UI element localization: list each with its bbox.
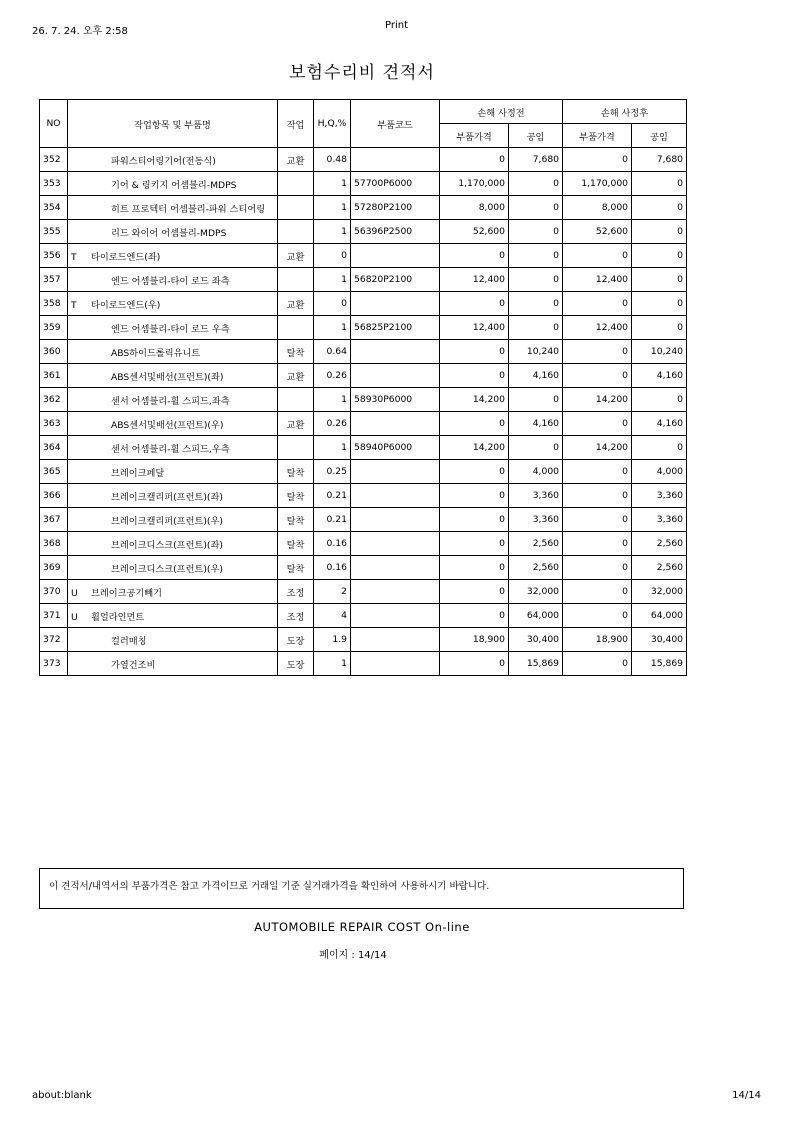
row-after-part-price: 14,200 xyxy=(563,388,632,412)
row-after-labor: 0 xyxy=(632,268,687,292)
row-before-labor: 0 xyxy=(509,436,563,460)
row-work xyxy=(278,316,314,340)
row-after-part-price: 0 xyxy=(563,460,632,484)
row-after-labor: 0 xyxy=(632,388,687,412)
row-item-name: 히트 프로텍터 어셈블리-파워 스티어링 xyxy=(111,203,266,215)
row-no: 361 xyxy=(40,364,68,388)
row-before-labor: 32,000 xyxy=(509,580,563,604)
row-item xyxy=(68,652,278,676)
row-item xyxy=(68,388,278,412)
row-part-code: 57280P2100 xyxy=(351,196,440,220)
row-part-code: 56825P2100 xyxy=(351,316,440,340)
row-item xyxy=(68,628,278,652)
row-after-labor: 0 xyxy=(632,436,687,460)
row-before-part-price: 0 xyxy=(440,508,509,532)
price-notice: 이 견적서/내역서의 부품가격은 참고 가격이므로 거래일 기준 실거래가격을 확인하여 사용하시기 바랍니다. xyxy=(39,868,684,909)
row-before-labor: 4,160 xyxy=(509,364,563,388)
row-hq: 0.16 xyxy=(314,532,351,556)
row-work: 교환 xyxy=(278,292,314,316)
row-work: 조정 xyxy=(278,604,314,628)
row-item-name: 파워스티어링기어(전동식) xyxy=(111,155,216,167)
row-no: 364 xyxy=(40,436,68,460)
table-row xyxy=(40,508,687,532)
row-before-part-price: 52,600 xyxy=(440,220,509,244)
row-part-code xyxy=(351,292,440,316)
row-item xyxy=(68,532,278,556)
row-work xyxy=(278,196,314,220)
row-before-part-price: 0 xyxy=(440,604,509,628)
row-item xyxy=(68,460,278,484)
row-after-labor: 0 xyxy=(632,292,687,316)
row-before-part-price: 0 xyxy=(440,532,509,556)
row-hq: 0.26 xyxy=(314,412,351,436)
row-part-code xyxy=(351,148,440,172)
row-part-code xyxy=(351,244,440,268)
row-before-labor: 7,680 xyxy=(509,148,563,172)
print-url: about:blank xyxy=(32,1090,92,1101)
table-row xyxy=(40,580,687,604)
row-work xyxy=(278,436,314,460)
row-before-part-price: 0 xyxy=(440,460,509,484)
row-hq: 1 xyxy=(314,316,351,340)
row-before-labor: 3,360 xyxy=(509,508,563,532)
print-timestamp: 26. 7. 24. 오후 2:58 xyxy=(32,26,128,37)
row-before-labor: 4,160 xyxy=(509,412,563,436)
row-after-labor: 3,360 xyxy=(632,484,687,508)
row-after-part-price: 0 xyxy=(563,580,632,604)
row-item xyxy=(68,556,278,580)
row-item xyxy=(68,508,278,532)
row-part-code: 56396P2500 xyxy=(351,220,440,244)
row-item-name: 브레이크캘리퍼(프런트)(우) xyxy=(111,515,223,527)
row-before-part-price: 14,200 xyxy=(440,436,509,460)
row-before-labor: 0 xyxy=(509,268,563,292)
row-after-part-price: 0 xyxy=(563,244,632,268)
row-item-name: 센서 어셈블리-휠 스피드,우측 xyxy=(111,443,230,455)
table-row xyxy=(40,292,687,316)
row-no: 373 xyxy=(40,652,68,676)
row-before-labor: 0 xyxy=(509,388,563,412)
row-no: 355 xyxy=(40,220,68,244)
row-after-part-price: 0 xyxy=(563,652,632,676)
row-no: 362 xyxy=(40,388,68,412)
row-item xyxy=(68,580,278,604)
row-hq: 0.26 xyxy=(314,364,351,388)
row-hq: 1 xyxy=(314,388,351,412)
table-row xyxy=(40,460,687,484)
row-part-code xyxy=(351,532,440,556)
document-title: 보험수리비 견적서 xyxy=(289,63,435,83)
row-after-part-price: 0 xyxy=(563,292,632,316)
row-work: 조정 xyxy=(278,580,314,604)
row-work xyxy=(278,172,314,196)
table-row xyxy=(40,220,687,244)
row-before-labor: 0 xyxy=(509,220,563,244)
row-item-name: 브레이크페달 xyxy=(111,467,165,479)
table-row xyxy=(40,316,687,340)
row-item xyxy=(68,172,278,196)
row-before-part-price: 0 xyxy=(440,364,509,388)
row-before-labor: 0 xyxy=(509,244,563,268)
row-item-name: 브레이크캘리퍼(프런트)(좌) xyxy=(111,491,223,503)
table-row xyxy=(40,436,687,460)
row-before-part-price: 0 xyxy=(440,244,509,268)
row-item-name: 기어 & 링키지 어셈블리-MDPS xyxy=(111,179,237,191)
row-hq: 0 xyxy=(314,292,351,316)
row-after-labor: 0 xyxy=(632,196,687,220)
footer-page-number: 페이지 : 14/14 xyxy=(319,950,387,961)
row-item-prefix: T xyxy=(71,251,77,263)
row-no: 371 xyxy=(40,604,68,628)
row-item-name: 컬러매칭 xyxy=(111,635,147,647)
row-hq: 0.25 xyxy=(314,460,351,484)
row-item xyxy=(68,292,278,316)
row-item-name: 엔드 어셈블리-타이 로드 우측 xyxy=(111,323,230,335)
row-hq: 0.64 xyxy=(314,340,351,364)
row-before-labor: 0 xyxy=(509,172,563,196)
row-work: 탈착 xyxy=(278,484,314,508)
row-item-name: 가열건조비 xyxy=(111,659,156,671)
row-no: 370 xyxy=(40,580,68,604)
row-after-labor: 30,400 xyxy=(632,628,687,652)
row-part-code xyxy=(351,340,440,364)
footer-title: AUTOMOBILE REPAIR COST On-line xyxy=(254,920,470,934)
row-hq: 1 xyxy=(314,196,351,220)
row-before-labor: 2,560 xyxy=(509,532,563,556)
row-before-labor: 30,400 xyxy=(509,628,563,652)
estimate-rows xyxy=(40,148,687,676)
row-work: 교환 xyxy=(278,364,314,388)
row-before-labor: 15,869 xyxy=(509,652,563,676)
row-after-labor: 4,000 xyxy=(632,460,687,484)
row-part-code: 58930P6000 xyxy=(351,388,440,412)
row-item xyxy=(68,268,278,292)
row-before-part-price: 12,400 xyxy=(440,316,509,340)
row-hq: 0.21 xyxy=(314,484,351,508)
row-before-part-price: 0 xyxy=(440,484,509,508)
header-no: NO xyxy=(40,100,68,148)
row-no: 357 xyxy=(40,268,68,292)
table-row xyxy=(40,484,687,508)
table-row xyxy=(40,172,687,196)
row-item-name: 브레이크공기빼기 xyxy=(91,587,163,599)
row-part-code xyxy=(351,580,440,604)
row-item xyxy=(68,148,278,172)
row-after-part-price: 0 xyxy=(563,508,632,532)
row-part-code xyxy=(351,484,440,508)
row-before-part-price: 0 xyxy=(440,292,509,316)
row-before-part-price: 0 xyxy=(440,148,509,172)
row-after-labor: 0 xyxy=(632,244,687,268)
row-after-part-price: 1,170,000 xyxy=(563,172,632,196)
row-part-code xyxy=(351,364,440,388)
row-after-labor: 10,240 xyxy=(632,340,687,364)
row-after-labor: 0 xyxy=(632,316,687,340)
row-work: 탈착 xyxy=(278,508,314,532)
row-item-name: 브레이크디스크(프런트)(좌) xyxy=(111,539,223,551)
row-item xyxy=(68,484,278,508)
row-no: 365 xyxy=(40,460,68,484)
row-hq: 0.16 xyxy=(314,556,351,580)
row-item xyxy=(68,316,278,340)
row-item xyxy=(68,244,278,268)
row-after-labor: 64,000 xyxy=(632,604,687,628)
row-after-labor: 2,560 xyxy=(632,556,687,580)
row-after-labor: 7,680 xyxy=(632,148,687,172)
row-before-part-price: 0 xyxy=(440,556,509,580)
row-after-part-price: 0 xyxy=(563,484,632,508)
row-part-code xyxy=(351,412,440,436)
row-after-part-price: 0 xyxy=(563,148,632,172)
row-item xyxy=(68,196,278,220)
row-no: 363 xyxy=(40,412,68,436)
row-before-labor: 0 xyxy=(509,316,563,340)
row-before-part-price: 0 xyxy=(440,580,509,604)
row-item-name: ABS센서및배선(프런트)(우) xyxy=(111,419,224,431)
row-hq: 1 xyxy=(314,220,351,244)
row-work xyxy=(278,220,314,244)
row-item-name: 리드 와이어 어셈블리-MDPS xyxy=(111,227,227,239)
row-item xyxy=(68,340,278,364)
table-row xyxy=(40,604,687,628)
row-before-labor: 4,000 xyxy=(509,460,563,484)
row-before-labor: 2,560 xyxy=(509,556,563,580)
row-hq: 0 xyxy=(314,244,351,268)
row-work: 탈착 xyxy=(278,340,314,364)
row-no: 368 xyxy=(40,532,68,556)
header-work: 작업 xyxy=(278,100,314,148)
row-before-part-price: 1,170,000 xyxy=(440,172,509,196)
print-title: Print xyxy=(384,20,408,31)
row-work: 탈착 xyxy=(278,556,314,580)
row-part-code xyxy=(351,652,440,676)
header-before-adjustment: 손해 사정전 xyxy=(440,100,563,124)
header-item: 작업항목 및 부품명 xyxy=(68,100,278,148)
row-hq: 4 xyxy=(314,604,351,628)
row-hq: 1 xyxy=(314,436,351,460)
row-before-part-price: 0 xyxy=(440,652,509,676)
row-item-name: 엔드 어셈블리-타이 로드 좌측 xyxy=(111,275,230,287)
row-no: 353 xyxy=(40,172,68,196)
row-hq: 2 xyxy=(314,580,351,604)
header-after-adjustment: 손해 사정후 xyxy=(563,100,687,124)
row-item-prefix: T xyxy=(71,299,77,311)
row-item xyxy=(68,220,278,244)
row-item xyxy=(68,364,278,388)
row-item-name: 브레이크디스크(프런트)(우) xyxy=(111,563,223,575)
row-after-labor: 4,160 xyxy=(632,364,687,388)
row-work: 탈착 xyxy=(278,460,314,484)
row-item xyxy=(68,436,278,460)
row-work: 교환 xyxy=(278,148,314,172)
row-part-code xyxy=(351,628,440,652)
row-after-part-price: 18,900 xyxy=(563,628,632,652)
row-hq: 1.9 xyxy=(314,628,351,652)
row-work xyxy=(278,388,314,412)
row-work: 도장 xyxy=(278,628,314,652)
row-after-labor: 0 xyxy=(632,220,687,244)
table-row xyxy=(40,340,687,364)
estimate-table xyxy=(39,99,687,676)
table-row xyxy=(40,364,687,388)
row-after-part-price: 0 xyxy=(563,340,632,364)
header-after-part-price: 부품가격 xyxy=(563,124,632,148)
row-after-part-price: 0 xyxy=(563,556,632,580)
row-no: 359 xyxy=(40,316,68,340)
row-before-part-price: 14,200 xyxy=(440,388,509,412)
row-item xyxy=(68,412,278,436)
row-hq: 1 xyxy=(314,172,351,196)
table-row xyxy=(40,412,687,436)
row-before-part-price: 12,400 xyxy=(440,268,509,292)
header-before-labor: 공임 xyxy=(509,124,563,148)
table-row xyxy=(40,556,687,580)
row-no: 369 xyxy=(40,556,68,580)
row-after-part-price: 12,400 xyxy=(563,316,632,340)
row-before-part-price: 8,000 xyxy=(440,196,509,220)
row-part-code xyxy=(351,604,440,628)
row-item-name: 휠얼라인먼트 xyxy=(91,611,145,623)
row-item-name: 타이로드엔드(우) xyxy=(91,299,161,311)
row-no: 354 xyxy=(40,196,68,220)
row-item-name: ABS센서및배선(프런트)(좌) xyxy=(111,371,224,383)
row-hq: 0.48 xyxy=(314,148,351,172)
row-item-name: ABS하이드롤릭유니트 xyxy=(111,347,201,359)
row-after-labor: 4,160 xyxy=(632,412,687,436)
row-hq: 1 xyxy=(314,268,351,292)
row-after-part-price: 0 xyxy=(563,604,632,628)
row-part-code: 58940P6000 xyxy=(351,436,440,460)
row-no: 358 xyxy=(40,292,68,316)
header-before-part-price: 부품가격 xyxy=(440,124,509,148)
table-row xyxy=(40,628,687,652)
row-after-part-price: 14,200 xyxy=(563,436,632,460)
row-part-code: 57700P6000 xyxy=(351,172,440,196)
row-before-labor: 10,240 xyxy=(509,340,563,364)
row-after-labor: 0 xyxy=(632,172,687,196)
print-page-counter: 14/14 xyxy=(732,1090,761,1101)
table-row xyxy=(40,148,687,172)
table-row xyxy=(40,196,687,220)
row-before-labor: 0 xyxy=(509,292,563,316)
row-no: 366 xyxy=(40,484,68,508)
row-hq: 1 xyxy=(314,652,351,676)
row-part-code xyxy=(351,460,440,484)
row-item-prefix: U xyxy=(71,611,78,623)
row-after-part-price: 0 xyxy=(563,364,632,388)
row-no: 356 xyxy=(40,244,68,268)
row-work: 교환 xyxy=(278,412,314,436)
row-no: 352 xyxy=(40,148,68,172)
row-no: 372 xyxy=(40,628,68,652)
row-part-code xyxy=(351,508,440,532)
row-after-labor: 32,000 xyxy=(632,580,687,604)
row-item-name: 센서 어셈블리-휠 스피드,좌측 xyxy=(111,395,230,407)
row-item-prefix: U xyxy=(71,587,78,599)
header-after-labor: 공임 xyxy=(632,124,687,148)
row-after-part-price: 52,600 xyxy=(563,220,632,244)
header-hq: H,Q,% xyxy=(314,100,351,148)
row-work: 교환 xyxy=(278,244,314,268)
row-after-part-price: 8,000 xyxy=(563,196,632,220)
row-after-labor: 2,560 xyxy=(632,532,687,556)
row-after-part-price: 0 xyxy=(563,412,632,436)
row-item-name: 타이로드엔드(좌) xyxy=(91,251,161,263)
header-part-code: 부품코드 xyxy=(351,100,440,148)
row-before-labor: 64,000 xyxy=(509,604,563,628)
row-no: 360 xyxy=(40,340,68,364)
row-after-part-price: 12,400 xyxy=(563,268,632,292)
row-before-part-price: 18,900 xyxy=(440,628,509,652)
row-before-labor: 0 xyxy=(509,196,563,220)
row-work xyxy=(278,268,314,292)
row-part-code xyxy=(351,556,440,580)
row-before-labor: 3,360 xyxy=(509,484,563,508)
table-row xyxy=(40,532,687,556)
table-row xyxy=(40,268,687,292)
row-after-labor: 3,360 xyxy=(632,508,687,532)
table-row xyxy=(40,388,687,412)
row-before-part-price: 0 xyxy=(440,412,509,436)
row-after-part-price: 0 xyxy=(563,532,632,556)
row-part-code: 56820P2100 xyxy=(351,268,440,292)
row-before-part-price: 0 xyxy=(440,340,509,364)
row-work: 탈착 xyxy=(278,532,314,556)
table-row xyxy=(40,652,687,676)
table-row xyxy=(40,244,687,268)
row-item xyxy=(68,604,278,628)
row-no: 367 xyxy=(40,508,68,532)
row-hq: 0.21 xyxy=(314,508,351,532)
row-after-labor: 15,869 xyxy=(632,652,687,676)
row-work: 도장 xyxy=(278,652,314,676)
